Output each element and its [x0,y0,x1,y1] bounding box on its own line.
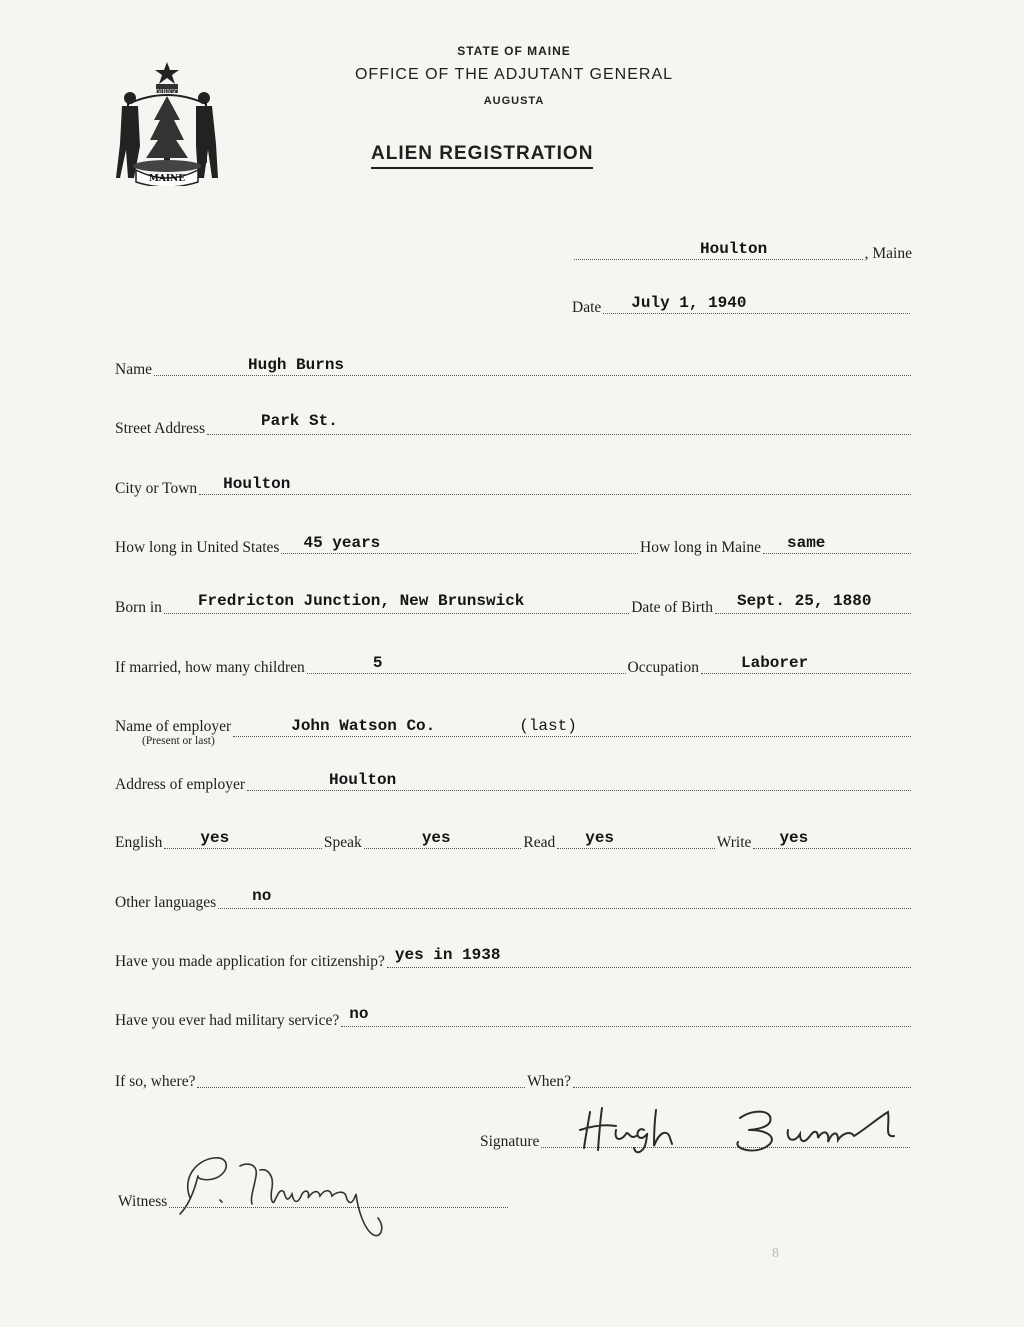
citizenship-label: Have you made application for citizenship? [115,953,385,970]
employer-field[interactable] [233,718,911,737]
location-value: Houlton [700,240,768,258]
children-row [115,656,913,680]
read-field[interactable] [557,830,715,849]
language-row [115,831,913,855]
date-value: July 1, 1940 [631,294,747,312]
read-label: Read [523,834,556,851]
speak-value: yes [421,829,451,847]
name-field[interactable] [154,357,911,376]
born-in-value: Fredricton Junction, New Brunswick [197,592,525,610]
born-in-field[interactable] [164,592,629,614]
location-field[interactable] [574,241,863,260]
us-duration-field[interactable] [281,535,638,554]
occupation-field[interactable] [701,655,911,674]
dob-value: Sept. 25, 1880 [737,592,872,610]
signature-label: Signature [480,1133,540,1150]
city-label: City or Town [115,480,198,497]
employer-value: John Watson Co. [291,717,436,735]
employer-label: Name of employer (Present or last) [115,718,232,747]
children-label: If married, how many children [115,659,305,676]
us-duration-value: 45 years [303,534,381,552]
header-state: STATE OF MAINE [457,44,571,58]
children-field[interactable] [307,655,626,674]
maine-duration-label: How long in Maine [640,539,761,556]
birth-row [115,592,913,620]
citizenship-row [115,946,913,974]
write-field[interactable] [753,830,911,849]
location-row [572,242,912,266]
citizenship-field[interactable] [387,946,911,968]
speak-field[interactable] [364,830,522,849]
name-value: Hugh Burns [248,356,345,374]
header-city: AUGUSTA [483,95,545,107]
born-in-label: Born in [115,599,162,616]
employer-address-row [115,773,913,797]
dob-field[interactable] [715,592,911,614]
read-value: yes [585,829,615,847]
other-languages-field[interactable] [218,887,911,909]
page-mark: 8 [772,1246,779,1261]
other-languages-value: no [252,887,272,905]
english-label: English [115,834,163,851]
form-title: ALIEN REGISTRATION [371,143,593,169]
city-field[interactable] [199,476,911,495]
signature-handwriting [574,1100,914,1160]
street-row [115,412,913,441]
military-row [115,1005,913,1033]
military-value: no [349,1005,369,1023]
where-field[interactable] [197,1069,525,1088]
city-value: Houlton [223,475,291,493]
other-languages-label: Other languages [115,894,217,911]
date-label: Date [572,299,602,316]
employer-sublabel: (Present or last) [142,735,215,747]
date-row [572,296,912,320]
maine-duration-field[interactable] [763,535,911,554]
location-suffix: , Maine [864,245,912,262]
english-value: yes [200,829,230,847]
us-duration-label: How long in United States [115,539,280,556]
employer-address-label: Address of employer [115,776,245,793]
when-label: When? [527,1073,571,1090]
employer-address-field[interactable] [247,772,911,791]
citizenship-value: yes in 1938 [394,946,501,964]
where-when-row [115,1070,913,1094]
dob-label: Date of Birth [631,599,713,616]
maine-duration-value: same [787,534,826,552]
military-label: Have you ever had military service? [115,1012,340,1029]
military-field[interactable] [341,1005,911,1027]
witness-handwriting [168,1148,418,1244]
speak-label: Speak [323,834,362,851]
children-value: 5 [372,654,383,672]
employer-note: (last) [519,717,577,735]
occupation-value: Laborer [741,654,809,672]
when-field[interactable] [573,1069,911,1088]
where-label: If so, where? [115,1073,196,1090]
write-value: yes [779,829,809,847]
svg-text:DIRIGO: DIRIGO [155,89,179,96]
name-label: Name [115,361,153,378]
street-label: Street Address [115,420,205,437]
english-field[interactable] [164,830,322,849]
employer-address-value: Houlton [329,771,397,789]
write-label: Write [716,834,752,851]
street-field[interactable] [207,412,911,435]
duration-row [115,536,913,560]
other-languages-row [115,887,913,915]
date-field[interactable] [603,295,910,314]
name-row [115,358,913,382]
occupation-label: Occupation [627,659,699,676]
street-value: Park St. [260,412,338,430]
svg-text:P. Murray: P. Murray [168,1148,172,1149]
witness-label: Witness [118,1193,168,1210]
svg-text:Hugh Burns: Hugh Burns [574,1100,579,1101]
svg-text:MAINE: MAINE [148,174,186,184]
header-office: OFFICE OF THE ADJUTANT GENERAL [354,66,674,83]
city-row [115,477,913,501]
employer-row [115,714,913,748]
